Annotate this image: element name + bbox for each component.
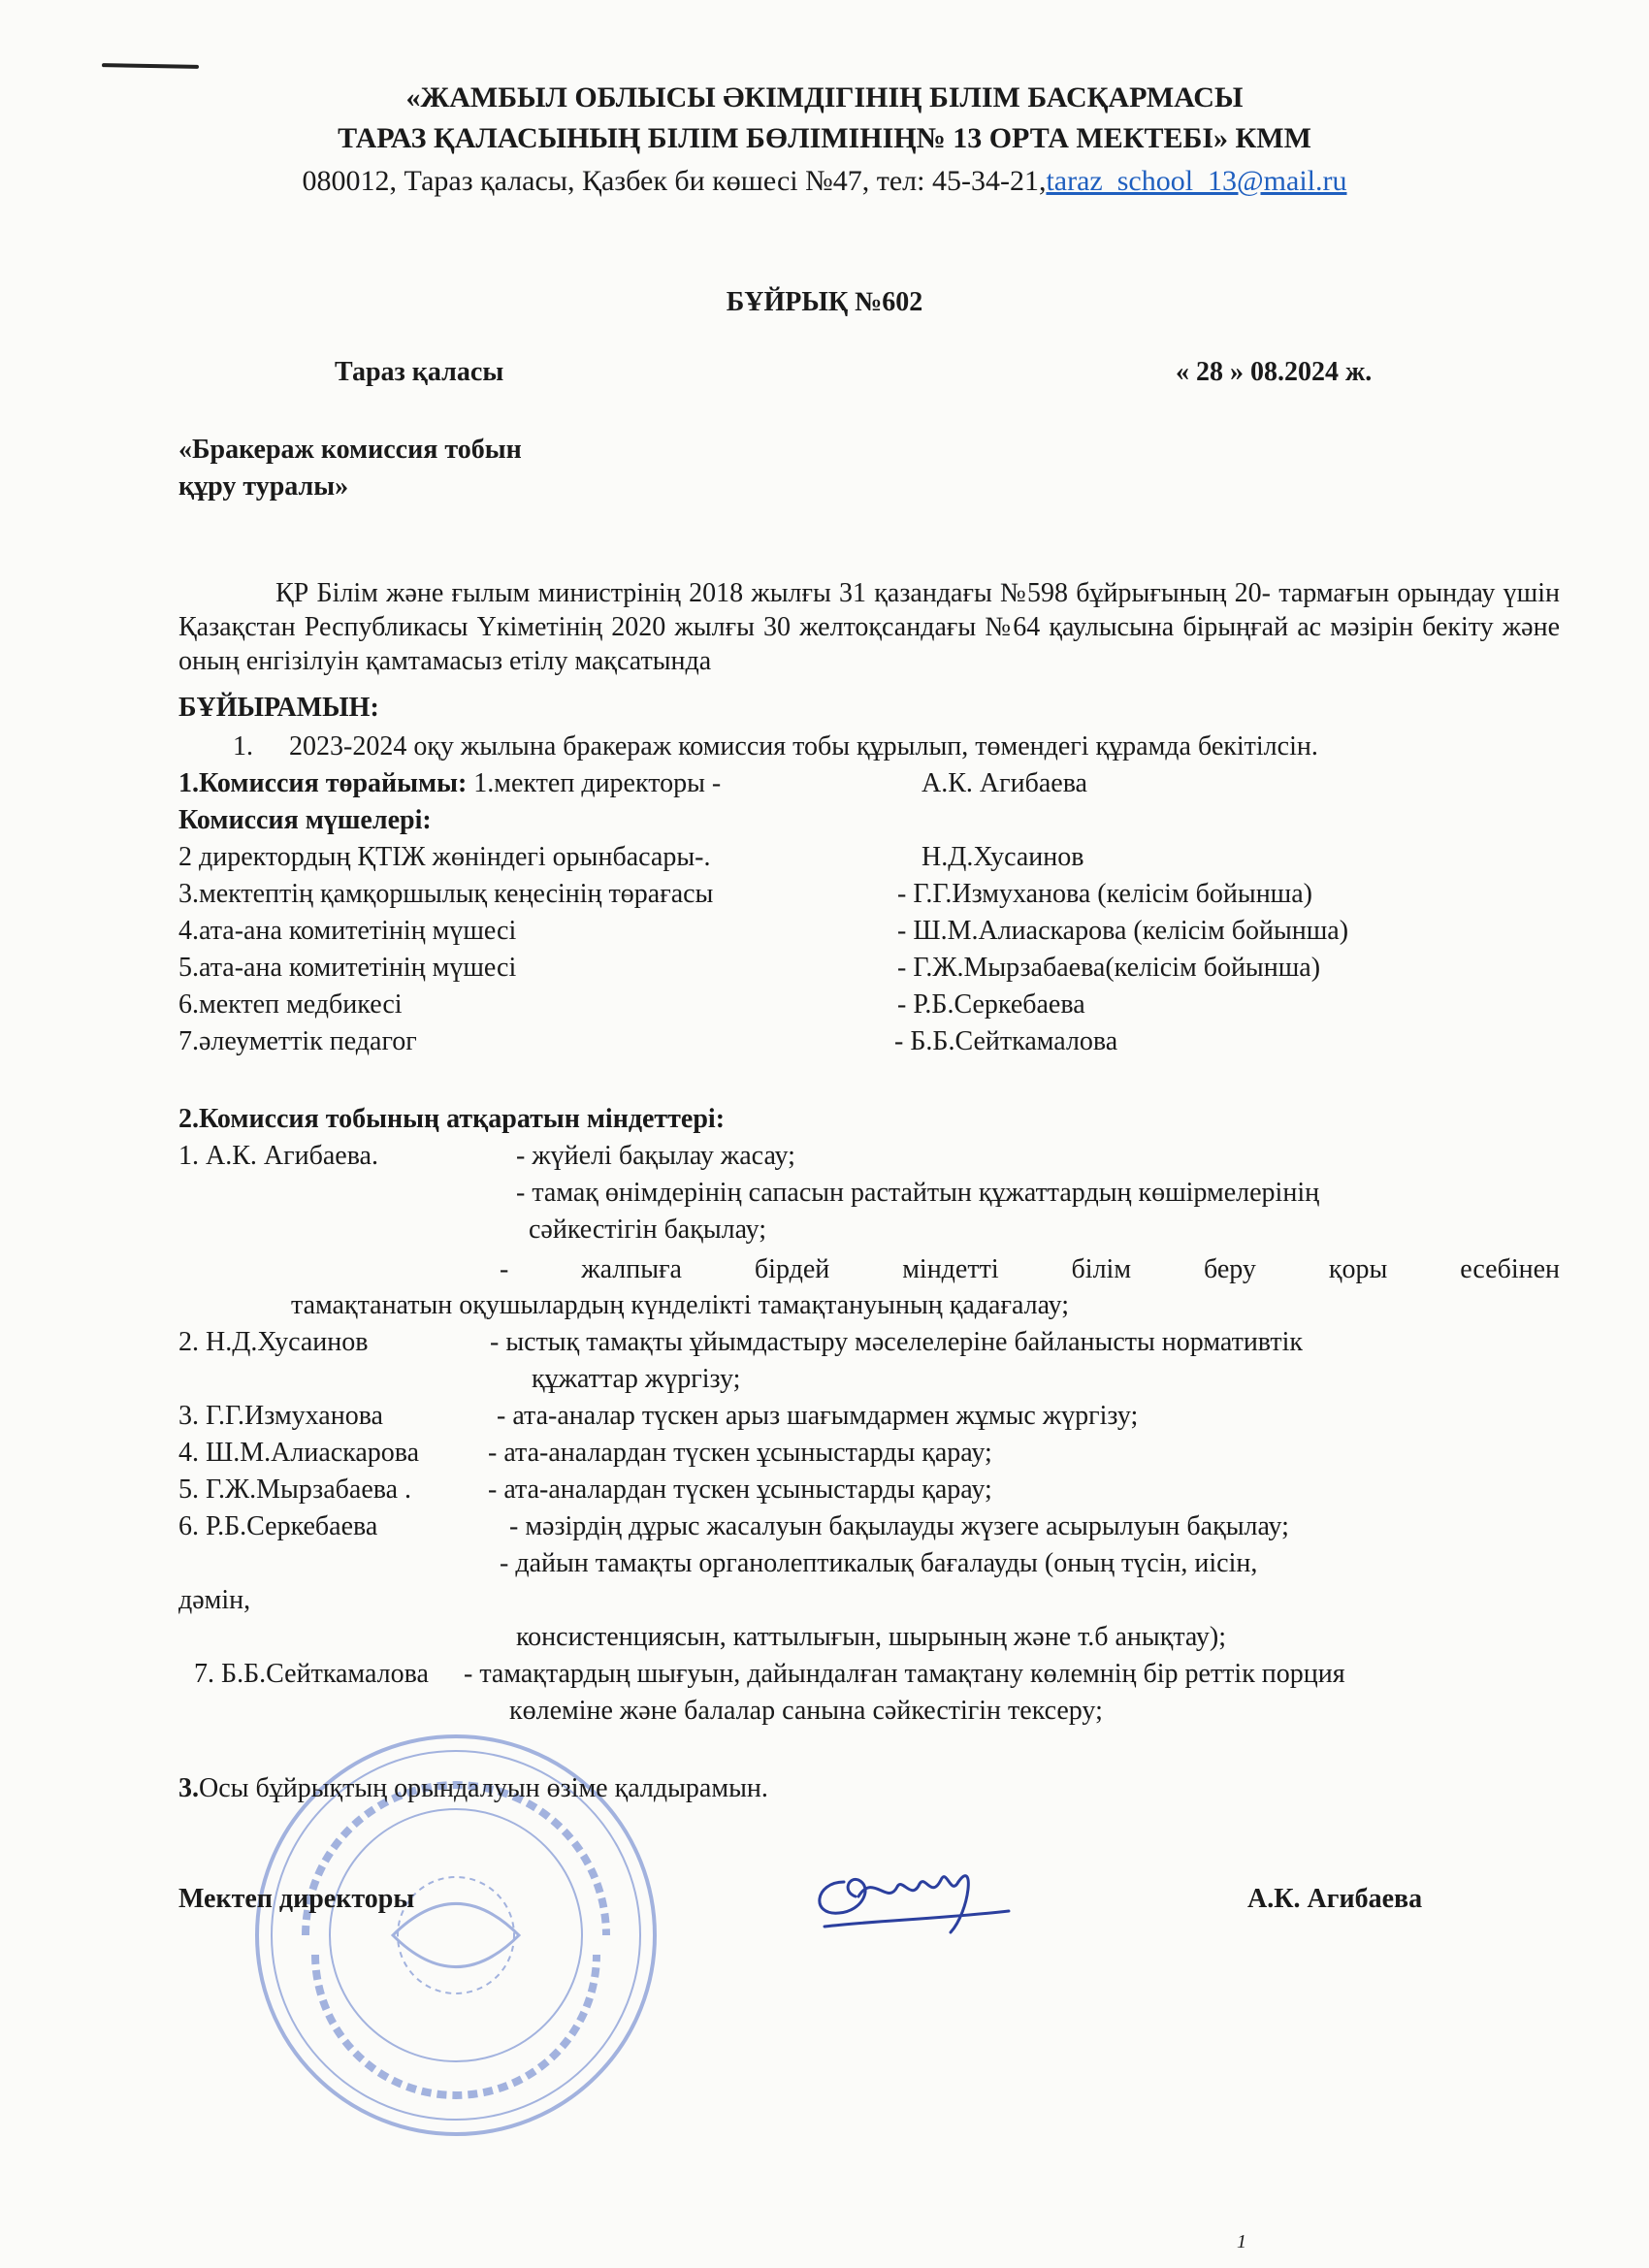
members-label: Комиссия мүшелері: xyxy=(178,805,432,835)
member-role: 2 директордың ҚТІЖ жөніндегі орынбасары-. xyxy=(178,842,711,872)
duty-text: тамақтанатын оқушылардың күнделікті тамақтануының қадағалау; xyxy=(291,1290,1070,1320)
chair-label: 1.Комиссия төрайымы: xyxy=(178,768,468,798)
member-role: 3.мектептің қамқоршылық кеңесінің төрағасы xyxy=(178,879,714,909)
chair-role: 1.мектеп директоры - xyxy=(467,768,722,798)
member-role: 6.мектеп медбикесі xyxy=(178,989,403,1020)
member-role: 7.әлеуметтік педагог xyxy=(178,1026,417,1056)
member-name: Н.Д.Хусаинов xyxy=(922,842,1084,872)
duties-title: 2.Комиссия тобының атқаратын міндеттері: xyxy=(178,1104,726,1134)
intro-paragraph xyxy=(178,576,1560,678)
member-role: 4.ата-ана комитетінің мүшесі xyxy=(178,916,517,946)
duty-name: 6. Р.Б.Серкебаева xyxy=(178,1511,378,1541)
duty-text: - мәзірдің дұрыс жасалуын бақылауды жүзеге асырылуын бақылау; xyxy=(509,1511,1289,1541)
duty-text: - жалпыға бірдей міндетті білім беру қоры есебінен xyxy=(500,1254,1560,1284)
org-email-link[interactable]: taraz_school_13@mail.ru xyxy=(1046,165,1347,197)
member-name: - Г.Г.Измуханова (келісім бойынша) xyxy=(897,879,1312,909)
item1-text: 2023-2024 оқу жылына бракераж комиссия тобы құрылып, төмендегі құрамда бекітілсін. xyxy=(289,731,1318,761)
member-name: - Г.Ж.Мырзабаева(келісім бойынша) xyxy=(897,953,1321,983)
duty-name: 4. Ш.М.Алиаскарова xyxy=(178,1438,420,1468)
org-title-line2: ТАРАЗ ҚАЛАСЫНЫҢ БІЛІМ БӨЛІМІНІҢ№ 13 ОРТА МЕКТЕБІ» КММ xyxy=(338,122,1311,154)
duty-text: - жүйелі бақылау жасау; xyxy=(516,1141,795,1171)
duty-text: - тамақтардың шығуын, дайындалған тамақтану көлемнің бір реттік порция xyxy=(464,1659,1345,1689)
member-name: - Р.Б.Серкебаева xyxy=(897,989,1085,1020)
closing-row xyxy=(178,1771,768,1806)
duty-name: 7. Б.Б.Сейткамалова xyxy=(194,1659,429,1689)
item1-number: 1. xyxy=(233,731,253,761)
duty-name: 1. А.К. Агибаева. xyxy=(178,1141,378,1171)
org-title-line1: «ЖАМБЫЛ ОБЛЫСЫ ӘКІМДІГІНІҢ БІЛІМ БАСҚАРМАСЫ xyxy=(405,81,1244,113)
duty-text: - ата-аналардан түскен ұсыныстарды қарау; xyxy=(488,1474,992,1505)
signer-title: Мектеп директоры xyxy=(178,1884,415,1914)
page-mark: 1 xyxy=(1237,2231,1246,2252)
closing-number: 3. xyxy=(178,1773,199,1803)
duty-text: сәйкестігін бақылау; xyxy=(529,1215,767,1245)
order-title: БҰЙРЫҚ №602 xyxy=(726,287,923,317)
order-date: « 28 » 08.2024 ж. xyxy=(1176,357,1373,387)
member-role: 5.ата-ана комитетінің мүшесі xyxy=(178,953,517,983)
org-address: 080012, Тараз қаласы, Қазбек би көшесі №47, тел: 45-34-21, xyxy=(302,165,1047,197)
signer-name: А.К. Агибаева xyxy=(1247,1884,1423,1914)
duty-text: дәмін, xyxy=(178,1585,251,1615)
closing-text: Осы бұйрықтың орындалуын өзіме қалдырамын. xyxy=(199,1773,768,1803)
duty-text: - ата-аналардан түскен ұсыныстарды қарау; xyxy=(488,1438,992,1468)
duty-name: 3. Г.Г.Измуханова xyxy=(178,1401,383,1431)
duty-name: 2. Н.Д.Хусаинов xyxy=(178,1327,369,1357)
chair-name: А.К. Агибаева xyxy=(922,768,1087,798)
duty-text: - тамақ өнімдерінің сапасын растайтын құжаттардың көшірмелерінің xyxy=(516,1178,1320,1208)
subject-line2: құру туралы» xyxy=(178,471,349,502)
duty-text: - ата-аналар түскен арыз шағымдармен жұмыс жүргізу; xyxy=(497,1401,1139,1431)
director-signature xyxy=(805,1843,1018,1940)
duty-text: құжаттар жүргізу; xyxy=(532,1364,741,1394)
corner-mark xyxy=(102,63,199,69)
chair-row xyxy=(178,766,721,801)
order-word: БҰЙЫРАМЫН: xyxy=(178,693,379,723)
duty-text: - ыстық тамақты ұйымдастыру мәселелеріне байланысты нормативтік xyxy=(490,1327,1303,1357)
duty-text: көлеміне және балалар санына сәйкестігін тексеру; xyxy=(509,1696,1103,1726)
org-address-line xyxy=(0,163,1649,200)
duty-text: - дайын тамақты органолептикалық бағалауды (оның түсін, иісін, xyxy=(500,1548,1258,1578)
order-city: Тараз қаласы xyxy=(335,357,504,387)
duty-name: 5. Г.Ж.Мырзабаева . xyxy=(178,1474,412,1505)
intro-text: ҚР Білім және ғылым министрінің 2018 жылғы 31 қазандағы №598 бұйрығының 20- тармағын орындау үшін Қазақстан Республикасы Үкіметінің 2020 жылғы 30 желтоқсандағы №64 қаулысына бірыңғай ас мәзірін бекіту және оның енгізілуін қамтамасыз етілу мақсатында xyxy=(178,578,1560,676)
member-name: - Ш.М.Алиаскарова (келісім бойынша) xyxy=(897,916,1349,946)
duty-text: консистенциясын, каттылығын, шырының және т.б анықтау); xyxy=(516,1622,1227,1652)
subject-line1: «Бракераж комиссия тобын xyxy=(178,435,522,465)
member-name: - Б.Б.Сейткамалова xyxy=(894,1026,1118,1056)
